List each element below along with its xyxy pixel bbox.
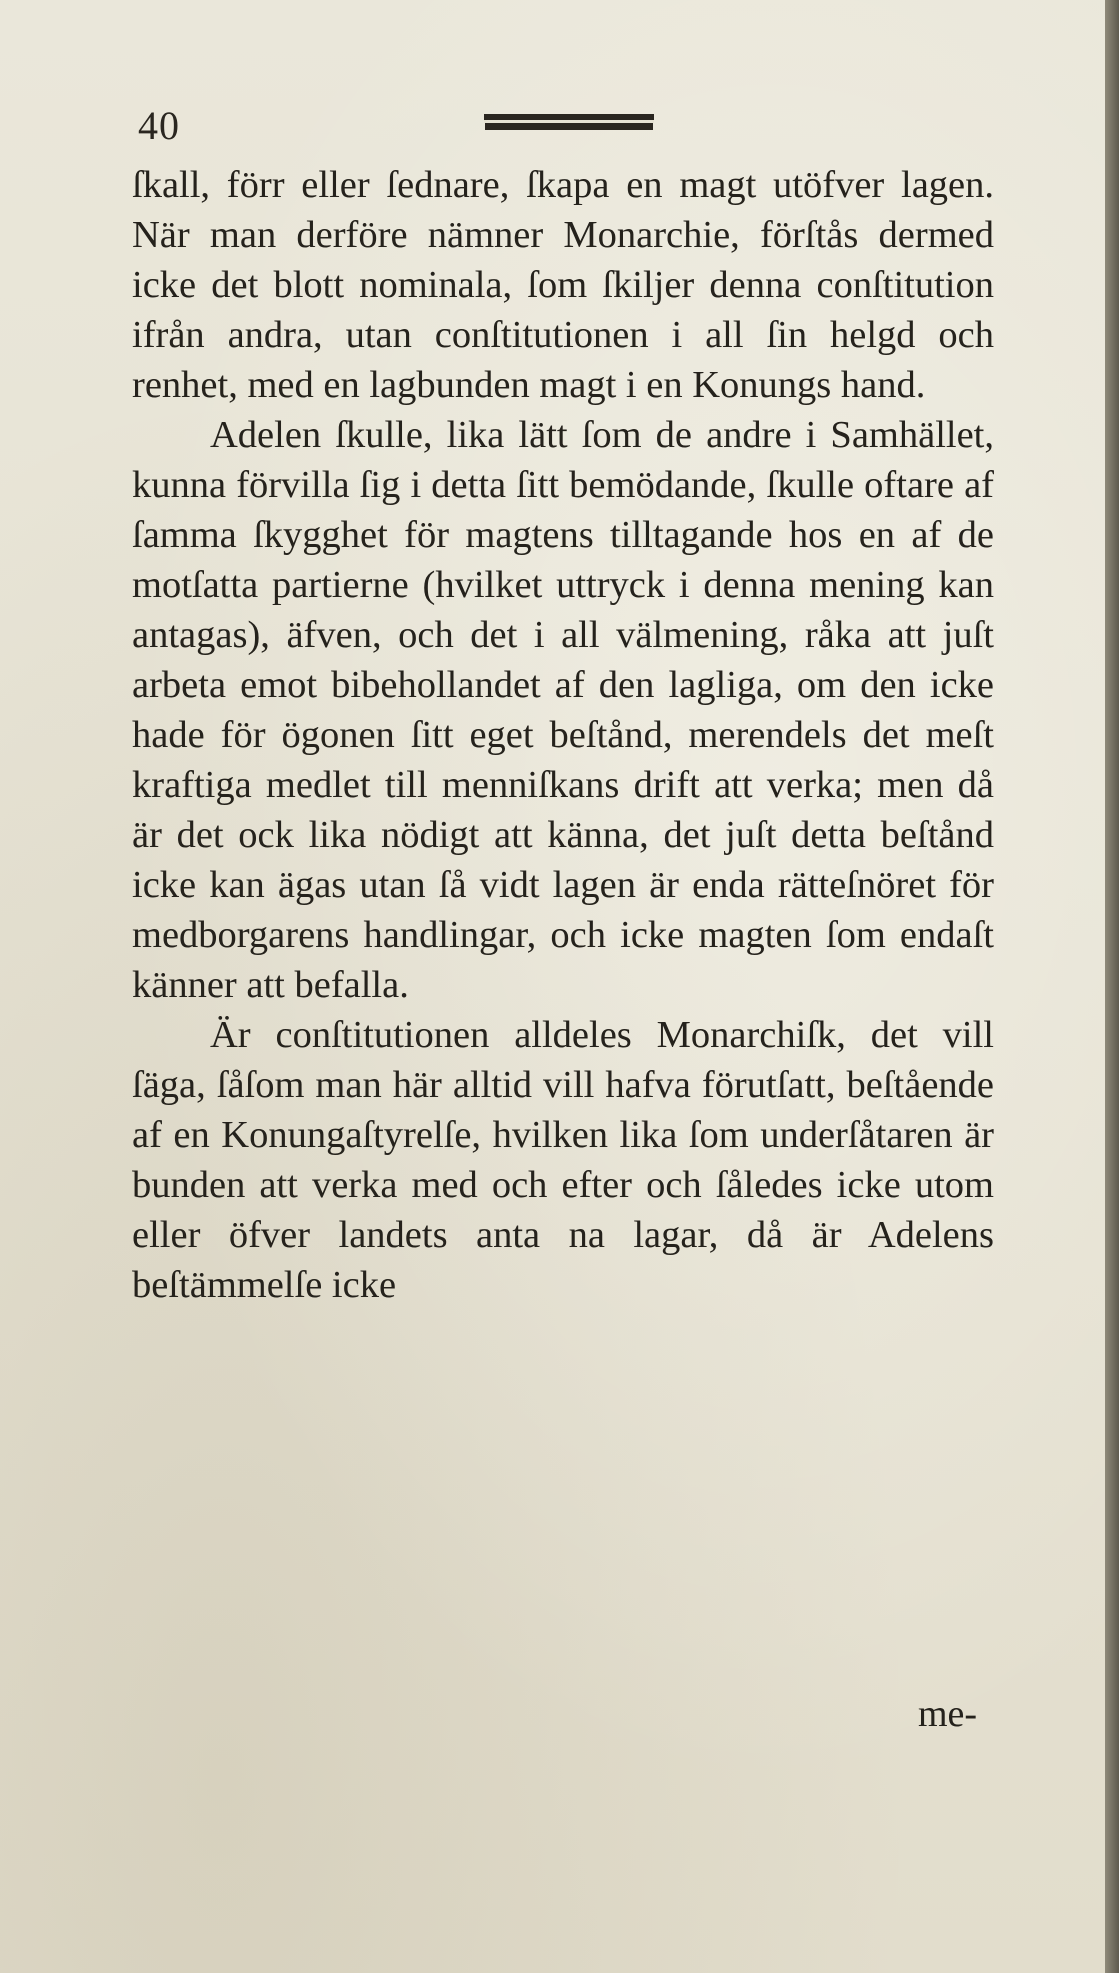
- paragraph: Är conſtitutionen alldeles Monarchiſk, det vill ſäga, ſåſom man här alltid vill hafva förutſatt, beſtående af en Konungaſtyrelſe, hvilken lika ſom underſåtaren är bunden att verka med och efter och ſåledes icke utom eller öfver landets anta na lagar, då är Adelens beſtämmelſe icke: [132, 1014, 994, 1306]
- page-edge: [1105, 0, 1119, 1973]
- page-number: 40: [138, 103, 180, 148]
- body-text: [132, 160, 994, 1310]
- paragraph: Adelen ſkulle, lika lätt ſom de andre i Samhället, kunna förvilla ſig i detta ſitt bemödande, ſkulle oftare af ſamma ſkygghet för magtens tilltagande hos en af de motſatta partierne (hvilket uttryck i denna mening kan antagas), äfven, och det i all välmening, råka att juſt arbeta emot bibehollandet af den lagliga, om den icke hade för ögonen ſitt eget beſtånd, merendels det meſt kraftiga medlet till menniſkans drift att verka; men då är det ock lika nödigt att känna, det juſt detta beſtånd icke kan ägas utan ſå vidt lagen är enda rätteſnöret för medborgarens handlingar, och icke magten ſom endaſt känner att befalla.: [132, 414, 994, 1006]
- catchword: me-: [918, 1693, 978, 1735]
- paragraph: ſkall, förr eller ſednare, ſkapa en magt utöfver lagen. När man derföre nämner Monarchie, förſtås dermed icke det blott nominala, ſom ſkiljer denna conſtitution ifrån andra, utan conſtitutionen i all ſin helgd och renhet, med en lagbunden magt i en Konungs hand.: [132, 164, 994, 406]
- header-rule: [484, 114, 654, 123]
